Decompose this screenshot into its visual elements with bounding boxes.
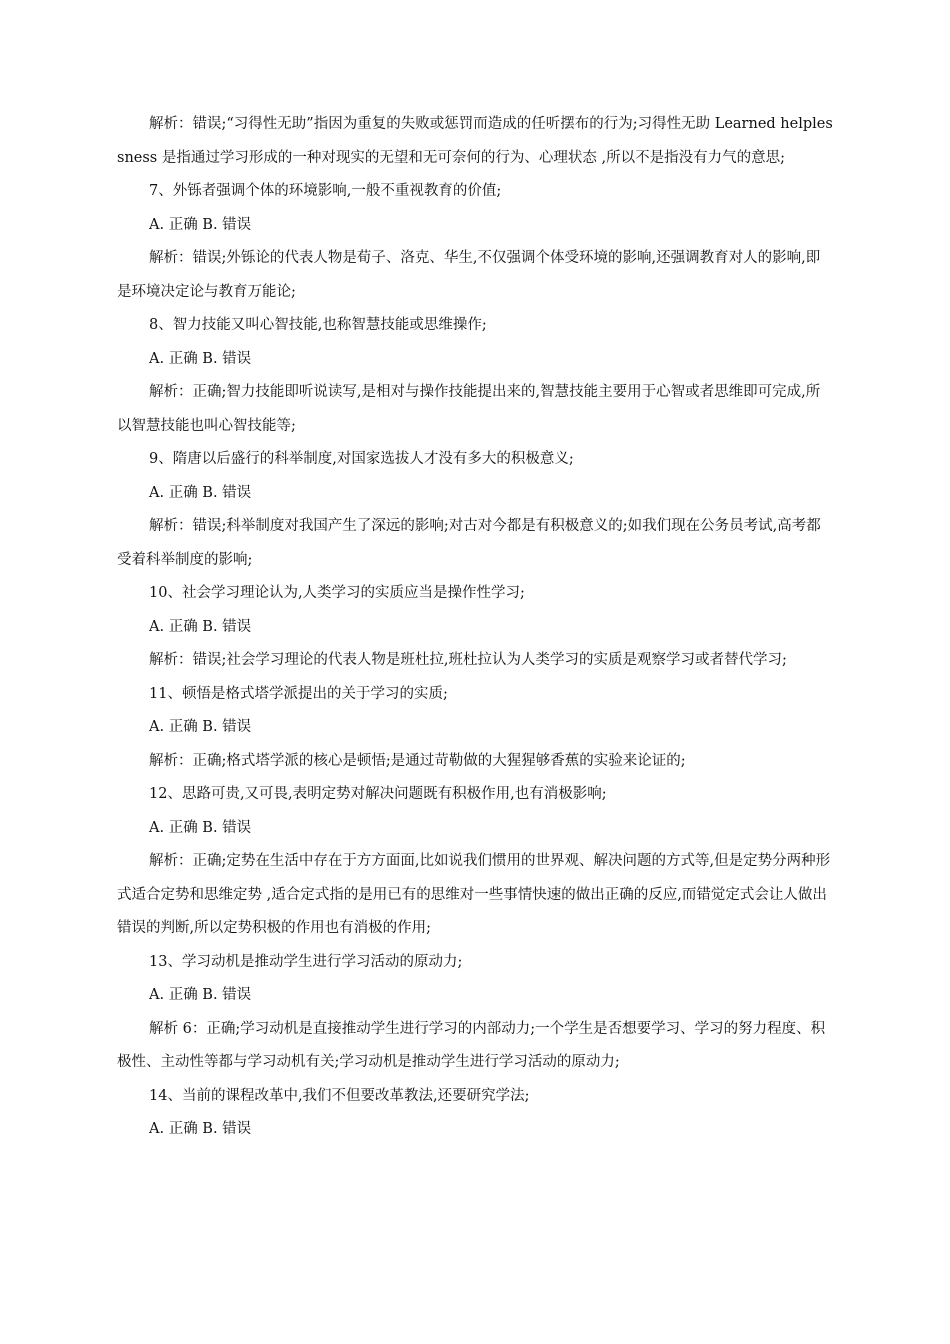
analysis-paragraph: 解析：正确;格式塔学派的核心是顿悟;是通过苛勒做的大猩猩够香蕉的实验来论证的; [149, 752, 686, 769]
question-13: 13、学习动机是推动学生进行学习活动的原动力; [149, 953, 463, 970]
question-11: 11、顿悟是格式塔学派提出的关于学习的实质; [149, 685, 448, 702]
question-10: 10、社会学习理论认为,人类学习的实质应当是操作性学习; [149, 585, 525, 601]
analysis-paragraph: 解析：错误;社会学习理论的代表人物是班杜拉,班杜拉认为人类学习的实质是观察学习或者替代学习; [149, 652, 787, 668]
answer-options: A. 正确 B. 错误 [149, 216, 252, 233]
document-page [117, 108, 833, 1147]
answer-options: A. 正确 B. 错误 [149, 484, 252, 501]
analysis-paragraph: 解析 6：正确;学习动机是直接推动学生进行学习的内部动力;一个学生是否想要学习、学习的努力程度、积极性、主动性等都与学习动机有关;学习动机是推动学生进行学习活动的原动力; [117, 1020, 826, 1070]
question-8: 8、智力技能又叫心智技能,也称智慧技能或思维操作; [149, 317, 487, 333]
analysis-paragraph: 解析：正确;智力技能即听说读写,是相对与操作技能提出来的,智慧技能主要用于心智或者思维即可完成,所以智慧技能也叫心智技能等; [117, 384, 821, 434]
question-14: 14、当前的课程改革中,我们不但要改革教法,还要研究学法; [149, 1087, 530, 1104]
answer-options: A. 正确 B. 错误 [149, 819, 252, 836]
answer-options: A. 正确 B. 错误 [149, 618, 252, 635]
question-7: 7、外铄者强调个体的环境影响,一般不重视教育的价值; [149, 183, 502, 199]
analysis-paragraph: 解析：错误;外铄论的代表人物是荀子、洛克、华生,不仅强调个体受环境的影响,还强调教育对人的影响,即是环境决定论与教育万能论; [117, 250, 821, 300]
answer-options: A. 正确 B. 错误 [149, 350, 252, 367]
analysis-paragraph: 解析：错误;“习得性无助”指因为重复的失败或惩罚而造成的任听摆布的行为;习得性无助 Learned helplessness 是指通过学习形成的一种对现实的无望和无可奈何的行为、心理状态 ,所以不是指没有力气的意思; [117, 116, 833, 166]
answer-options: A. 正确 B. 错误 [149, 719, 252, 735]
analysis-paragraph: 解析：正确;定势在生活中存在于方方面面,比如说我们惯用的世界观、解决问题的方式等,但是定势分两种形式适合定势和思维定势 ,适合定式指的是用已有的思维对一些事情快速的做出正确的反应,而错觉定式会让人做出错误的判断,所以定势积极的作用也有消极的作用; [117, 853, 831, 936]
question-9: 9、隋唐以后盛行的科举制度,对国家选拔人才没有多大的积极意义; [149, 451, 574, 467]
answer-options: A. 正确 B. 错误 [149, 1121, 252, 1137]
question-12: 12、思路可贵,又可畏,表明定势对解决问题既有积极作用,也有消极影响; [149, 786, 607, 802]
answer-options: A. 正确 B. 错误 [149, 987, 252, 1003]
analysis-paragraph: 解析：错误;科举制度对我国产生了深远的影响;对古对今都是有积极意义的;如我们现在公务员考试,高考都受着科举制度的影响; [117, 518, 821, 568]
